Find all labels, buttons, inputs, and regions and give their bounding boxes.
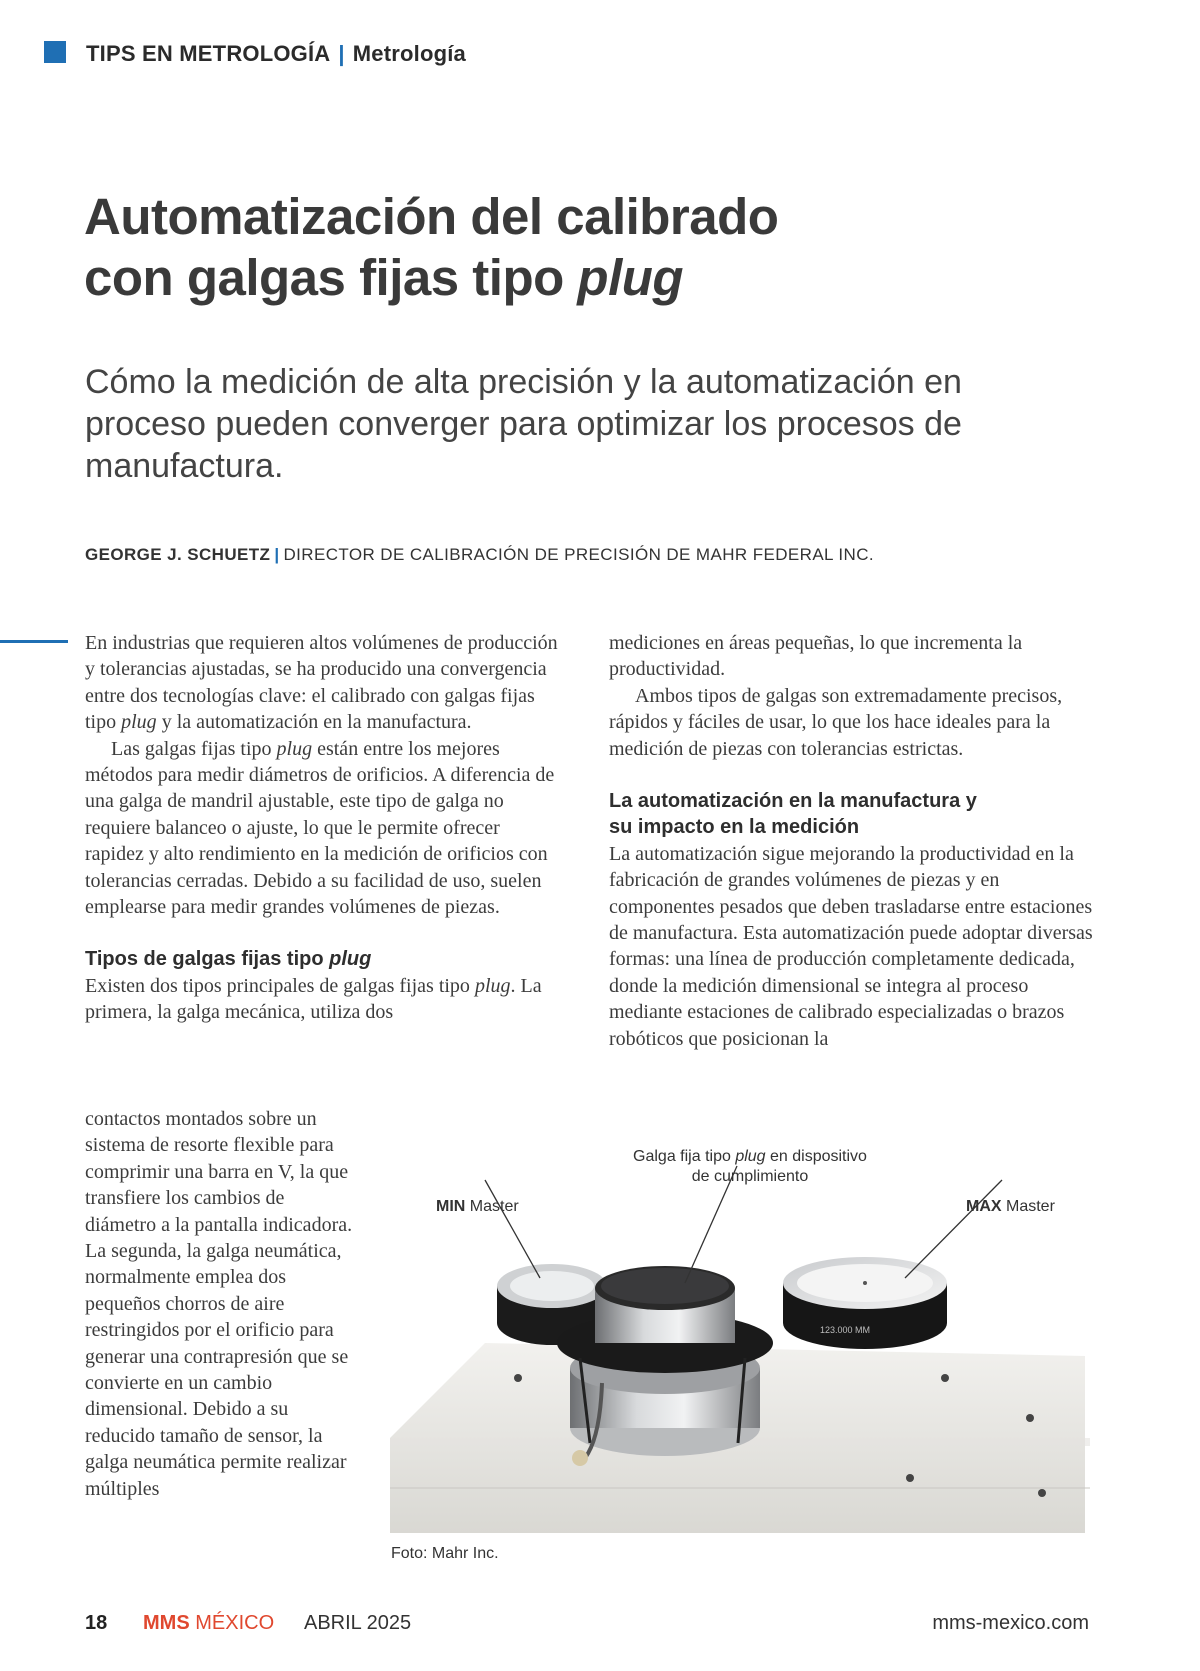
fixture-screw — [941, 1374, 949, 1382]
paragraph-4: mediciones en áreas pequeñas, lo que incrementa la productividad. — [609, 632, 1023, 681]
magazine-name-bold: MMS — [143, 1612, 190, 1634]
section-separator: | — [338, 41, 345, 66]
title-line-2: con galgas fijas tipo — [84, 249, 578, 306]
max-ring-engraving: 123.000 MM — [820, 1325, 871, 1335]
max-master-center-dot — [863, 1281, 867, 1285]
p3-text-a: Existen dos tipos principales de galgas fijas tipo — [85, 974, 475, 997]
p2-italic: plug — [276, 737, 313, 760]
section-category: Metrología — [352, 41, 466, 66]
body-start-rule — [0, 640, 68, 643]
fixture-screw — [514, 1374, 522, 1382]
center-callout-text-a: Galga fija tipo — [633, 1148, 736, 1165]
subheading-tipos-italic: plug — [329, 948, 372, 971]
byline-separator: | — [274, 545, 280, 564]
max-callout-bold: MAX — [966, 1198, 1002, 1215]
article-title — [84, 186, 1084, 308]
body-column-2 — [609, 630, 1095, 1052]
issue-date: ABRIL 2025 — [304, 1612, 412, 1634]
section-header — [86, 41, 466, 67]
fixture-screw — [906, 1474, 914, 1482]
paragraph-3-continued: contactos montados sobre un sistema de resorte flexible para comprimir una barra en V, la que transfiere los cambios de diámetro a la pantalla indicadora. La segunda, la galga neumática, normalmente emplea dos pequeños chorros de aire restringidos por el orificio para generar una contrapresión que se convierte en un cambio dimensional. Debido a su reducido tamaño de sensor, la galga neumática permite realizar múltiples — [85, 1108, 353, 1500]
subheading-automatizacion: La automatización en la manufactura y su impacto en la medición — [609, 790, 977, 839]
magazine-name — [143, 1612, 274, 1635]
air-fitting — [572, 1450, 588, 1466]
title-line-1: Automatización del calibrado — [84, 188, 779, 245]
paragraph-5: Ambos tipos de galgas son extremadamente precisos, rápidos y fáciles de usar, lo que los hace ideales para la medición de piezas con tolerancias estrictas. — [609, 684, 1063, 760]
p2-text-a: Las galgas fijas tipo — [111, 737, 277, 760]
p3-text-c: . La primera, la galga mecánica, utiliza dos — [85, 974, 542, 1024]
p1-italic: plug — [121, 711, 157, 734]
center-callout-italic: plug — [735, 1148, 766, 1165]
author-role: DIRECTOR DE CALIBRACIÓN DE PRECISIÓN DE MAHR FEDERAL INC. — [283, 545, 874, 564]
plug-gauge-face — [601, 1268, 729, 1304]
max-master-callout — [966, 1198, 1055, 1216]
body-column-1 — [85, 630, 560, 1026]
max-leader-line — [905, 1180, 1002, 1278]
page-number: 18 — [85, 1612, 108, 1634]
website-link[interactable]: mms-mexico.com — [932, 1612, 1089, 1634]
center-callout — [625, 1147, 875, 1187]
center-callout-text-c: en dispositivo — [765, 1148, 867, 1165]
min-master-callout — [436, 1198, 519, 1216]
subheading-tipos-text: Tipos de galgas fijas tipo — [85, 948, 330, 971]
byline — [85, 545, 874, 565]
fixture-screw — [1038, 1489, 1046, 1497]
min-callout-text: Master — [465, 1198, 519, 1215]
p2-text-c: están entre los mejores métodos para medir diámetros de orificios. A diferencia de una galga de mandril ajustable, este tipo de galga no requiere balanceo o ajuste, lo que le permite ofrecer rapidez y alto rendimiento en la medición de orificios con tolerancias cerradas. Debido a su facilidad de uso, suelen emplearse para medir grandes volúmenes de piezas. — [85, 737, 555, 919]
section-name: TIPS EN METROLOGÍA — [86, 41, 331, 66]
paragraph-3 — [85, 973, 560, 1026]
center-callout-text-d: de cumplimiento — [691, 1168, 809, 1185]
author-name: GEORGE J. SCHUETZ — [85, 545, 271, 564]
article-deck: Cómo la medición de alta precisión y la automatización en proceso pueden converger para optimizar los procesos de manufactura. — [85, 363, 962, 485]
min-callout-bold: MIN — [436, 1198, 466, 1215]
section-marker-square — [44, 41, 66, 63]
paragraph-1 — [85, 630, 560, 736]
fixture-screw — [1026, 1414, 1034, 1422]
p1-text-c: y la automatización en la manufactura. — [156, 711, 472, 734]
p1-text-a: En industrias que requieren altos volúmenes de producción y tolerancias ajustadas, se ha producido una convergencia entre dos tecnologías clave: el calibrado con galgas fijas tipo — [85, 632, 558, 734]
max-callout-text: Master — [1001, 1198, 1055, 1215]
p3-italic: plug — [474, 974, 511, 997]
min-leader-line — [485, 1180, 540, 1278]
paragraph-6: La automatización sigue mejorando la productividad en la fabricación de grandes volúmenes de piezas y en componentes pesados que deben trasladarse entre estaciones de manufactura. Esta automatización puede adoptar diversas formas: una línea de producción completamente dedicada, donde la medición dimensional se integra al proceso mediante estaciones de calibrado especializadas o brazos robóticos que posicionan la — [609, 842, 1093, 1050]
min-master-ring-bore — [510, 1271, 594, 1301]
photo-credit: Foto: Mahr Inc. — [391, 1545, 499, 1562]
subheading-tipos — [85, 946, 560, 972]
body-column-1-narrow — [85, 1106, 360, 1502]
magazine-name-regular: MÉXICO — [189, 1612, 275, 1634]
paragraph-2 — [85, 736, 560, 921]
title-line-2-italic: plug — [577, 249, 684, 306]
